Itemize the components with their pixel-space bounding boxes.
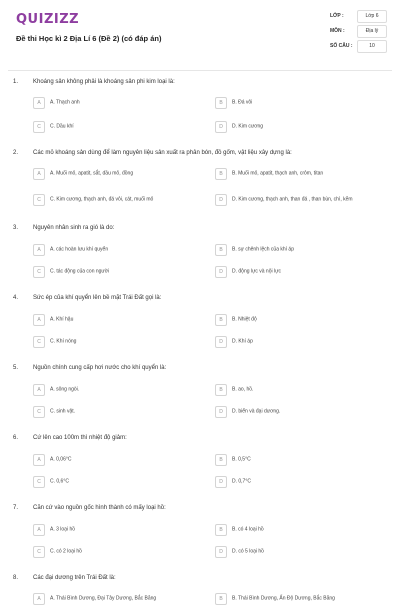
question-text: Cứ lên cao 100m thì nhiệt độ giảm: bbox=[33, 435, 127, 441]
question-number: 7. bbox=[13, 505, 19, 511]
meta-grade-value: Lớp 6 bbox=[357, 10, 387, 23]
option-text: B. có 4 loại hồ bbox=[232, 526, 264, 533]
option-a[interactable] bbox=[33, 313, 193, 327]
option-b[interactable] bbox=[215, 453, 385, 467]
option-d[interactable] bbox=[215, 405, 385, 419]
option-text: C. Kim cương, thạch anh, đá vôi, cát, muối mỏ bbox=[50, 196, 154, 203]
option-text: B. Đá vôi bbox=[232, 99, 253, 106]
option-badge: A bbox=[33, 314, 45, 326]
option-c[interactable] bbox=[33, 120, 193, 134]
option-badge: A bbox=[33, 593, 45, 605]
meta-subject-label: MÔN : bbox=[330, 28, 345, 34]
option-a[interactable] bbox=[33, 383, 193, 397]
option-text: B. ao, hồ. bbox=[232, 386, 254, 393]
option-text: A. 0,06°C bbox=[50, 456, 72, 463]
option-text: B. Muối mỏ, apatit, thạch anh, crôm, titan bbox=[232, 170, 324, 177]
question-number: 1. bbox=[13, 79, 19, 85]
question-number: 3. bbox=[13, 225, 19, 231]
question-text: Căn cứ vào nguồn gốc hình thành có mấy loại hồ: bbox=[33, 505, 166, 511]
option-badge: B bbox=[215, 593, 227, 605]
quizizz-logo: QUIZIZZ bbox=[16, 12, 80, 27]
question-text: Nguyên nhân sinh ra gió là do: bbox=[33, 225, 115, 231]
option-b[interactable] bbox=[215, 96, 385, 110]
meta-subject bbox=[330, 25, 388, 38]
option-c[interactable] bbox=[33, 545, 193, 559]
meta-grade bbox=[330, 10, 388, 23]
option-c[interactable] bbox=[33, 475, 193, 489]
option-badge: A bbox=[33, 384, 45, 396]
option-b[interactable] bbox=[215, 523, 385, 537]
option-badge: D bbox=[215, 406, 227, 418]
meta-count bbox=[330, 40, 388, 53]
option-d[interactable] bbox=[215, 265, 385, 279]
option-c[interactable] bbox=[33, 193, 193, 207]
option-badge: D bbox=[215, 546, 227, 558]
option-b[interactable] bbox=[215, 243, 385, 257]
option-d[interactable] bbox=[215, 193, 385, 207]
option-badge: B bbox=[215, 454, 227, 466]
option-text: C. 0,6°C bbox=[50, 478, 69, 485]
option-badge: B bbox=[215, 168, 227, 180]
page-title: Đề thi Học kì 2 Địa Lí 6 (Đề 2) (có đáp án) bbox=[16, 34, 162, 43]
option-badge: C bbox=[33, 546, 45, 558]
option-badge: A bbox=[33, 454, 45, 466]
option-text: A. 3 loại hồ bbox=[50, 526, 76, 533]
option-text: D. 0,7°C bbox=[232, 478, 251, 485]
option-a[interactable] bbox=[33, 523, 193, 537]
question-text: Các mỏ khoáng sản dùng để làm nguyên liệu sản xuất ra phân bón, đồ gốm, vật liệu xây dựng là: bbox=[33, 150, 292, 156]
option-a[interactable] bbox=[33, 243, 193, 257]
option-badge: C bbox=[33, 406, 45, 418]
option-d[interactable] bbox=[215, 335, 385, 349]
question-text: Nguồn chính cung cấp hơi nước cho khí quyển là: bbox=[33, 365, 167, 371]
option-a[interactable] bbox=[33, 96, 193, 110]
question-number: 5. bbox=[13, 365, 19, 371]
option-text: B. 0,5°C bbox=[232, 456, 251, 463]
option-badge: C bbox=[33, 266, 45, 278]
option-b[interactable] bbox=[215, 383, 385, 397]
option-text: D. Kim cương bbox=[232, 123, 264, 130]
option-badge: A bbox=[33, 97, 45, 109]
option-badge: C bbox=[33, 476, 45, 488]
option-badge: B bbox=[215, 524, 227, 536]
question-number: 8. bbox=[13, 575, 19, 581]
option-text: D. biển và đại dương. bbox=[232, 408, 281, 415]
option-text: C. Khí nóng bbox=[50, 338, 77, 345]
question-number: 2. bbox=[13, 150, 19, 156]
option-d[interactable] bbox=[215, 545, 385, 559]
option-b[interactable] bbox=[215, 167, 385, 181]
option-badge: D bbox=[215, 194, 227, 206]
option-text: D. có 5 loại hồ bbox=[232, 548, 264, 555]
option-text: A. Khí hậu bbox=[50, 316, 74, 323]
option-text: D. Khí áp bbox=[232, 338, 253, 345]
option-text: A. các hoàn lưu khí quyển bbox=[50, 246, 109, 253]
question-text: Các đại dương trên Trái Đất là: bbox=[33, 575, 116, 581]
option-c[interactable] bbox=[33, 405, 193, 419]
option-a[interactable] bbox=[33, 453, 193, 467]
option-badge: D bbox=[215, 336, 227, 348]
option-badge: A bbox=[33, 524, 45, 536]
option-badge: C bbox=[33, 194, 45, 206]
option-badge: B bbox=[215, 384, 227, 396]
question-text: Sức ép của khí quyển lên bề mặt Trái Đất gọi là: bbox=[33, 295, 162, 301]
option-a[interactable] bbox=[33, 167, 193, 181]
option-badge: D bbox=[215, 476, 227, 488]
option-badge: C bbox=[33, 336, 45, 348]
option-b[interactable] bbox=[215, 313, 385, 327]
meta-grade-label: LỚP : bbox=[330, 13, 344, 19]
meta-count-label: SỐ CÂU : bbox=[330, 43, 353, 49]
question-number: 6. bbox=[13, 435, 19, 441]
quiz-meta bbox=[330, 10, 388, 55]
header-divider bbox=[8, 70, 392, 71]
option-badge: B bbox=[215, 314, 227, 326]
option-text: A. Thái Bình Dương, Đại Tây Dương, Bắc Băng bbox=[50, 595, 157, 602]
option-text: B. Thái Bình Dương, Ấn Độ Dương, Bắc Băng bbox=[232, 595, 335, 602]
question-number: 4. bbox=[13, 295, 19, 301]
option-badge: D bbox=[215, 121, 227, 133]
option-text: A. Muối mỏ, apatit, sắt, dầu mỏ, đồng bbox=[50, 170, 134, 177]
option-text: C. sinh vật. bbox=[50, 408, 76, 415]
option-d[interactable] bbox=[215, 120, 385, 134]
option-badge: B bbox=[215, 244, 227, 256]
option-b[interactable] bbox=[215, 592, 385, 606]
option-badge: C bbox=[33, 121, 45, 133]
option-badge: A bbox=[33, 168, 45, 180]
option-text: B. sự chênh lệch của khí áp bbox=[232, 246, 294, 253]
option-c[interactable] bbox=[33, 265, 193, 279]
option-c[interactable] bbox=[33, 335, 193, 349]
option-text: D. động lực và nội lực bbox=[232, 268, 281, 275]
option-text: C. Dầu khí bbox=[50, 123, 74, 130]
meta-subject-value: Địa lý bbox=[357, 25, 387, 38]
option-text: A. sông ngòi. bbox=[50, 386, 80, 393]
option-a[interactable] bbox=[33, 592, 193, 606]
page-header bbox=[0, 0, 400, 64]
option-text: B. Nhiệt độ bbox=[232, 316, 257, 323]
option-text: C. có 2 loại hồ bbox=[50, 548, 82, 555]
meta-count-value: 10 bbox=[357, 40, 387, 53]
question-text: Khoáng sản không phải là khoáng sản phi kim loại là: bbox=[33, 79, 175, 85]
option-text: A. Thạch anh bbox=[50, 99, 80, 106]
option-badge: B bbox=[215, 97, 227, 109]
option-text: D. Kim cương, thạch anh, than đá , than bùn, chì, kẽm bbox=[232, 196, 353, 203]
option-badge: D bbox=[215, 266, 227, 278]
option-text: C. tác động của con người bbox=[50, 268, 110, 275]
option-badge: A bbox=[33, 244, 45, 256]
option-d[interactable] bbox=[215, 475, 385, 489]
